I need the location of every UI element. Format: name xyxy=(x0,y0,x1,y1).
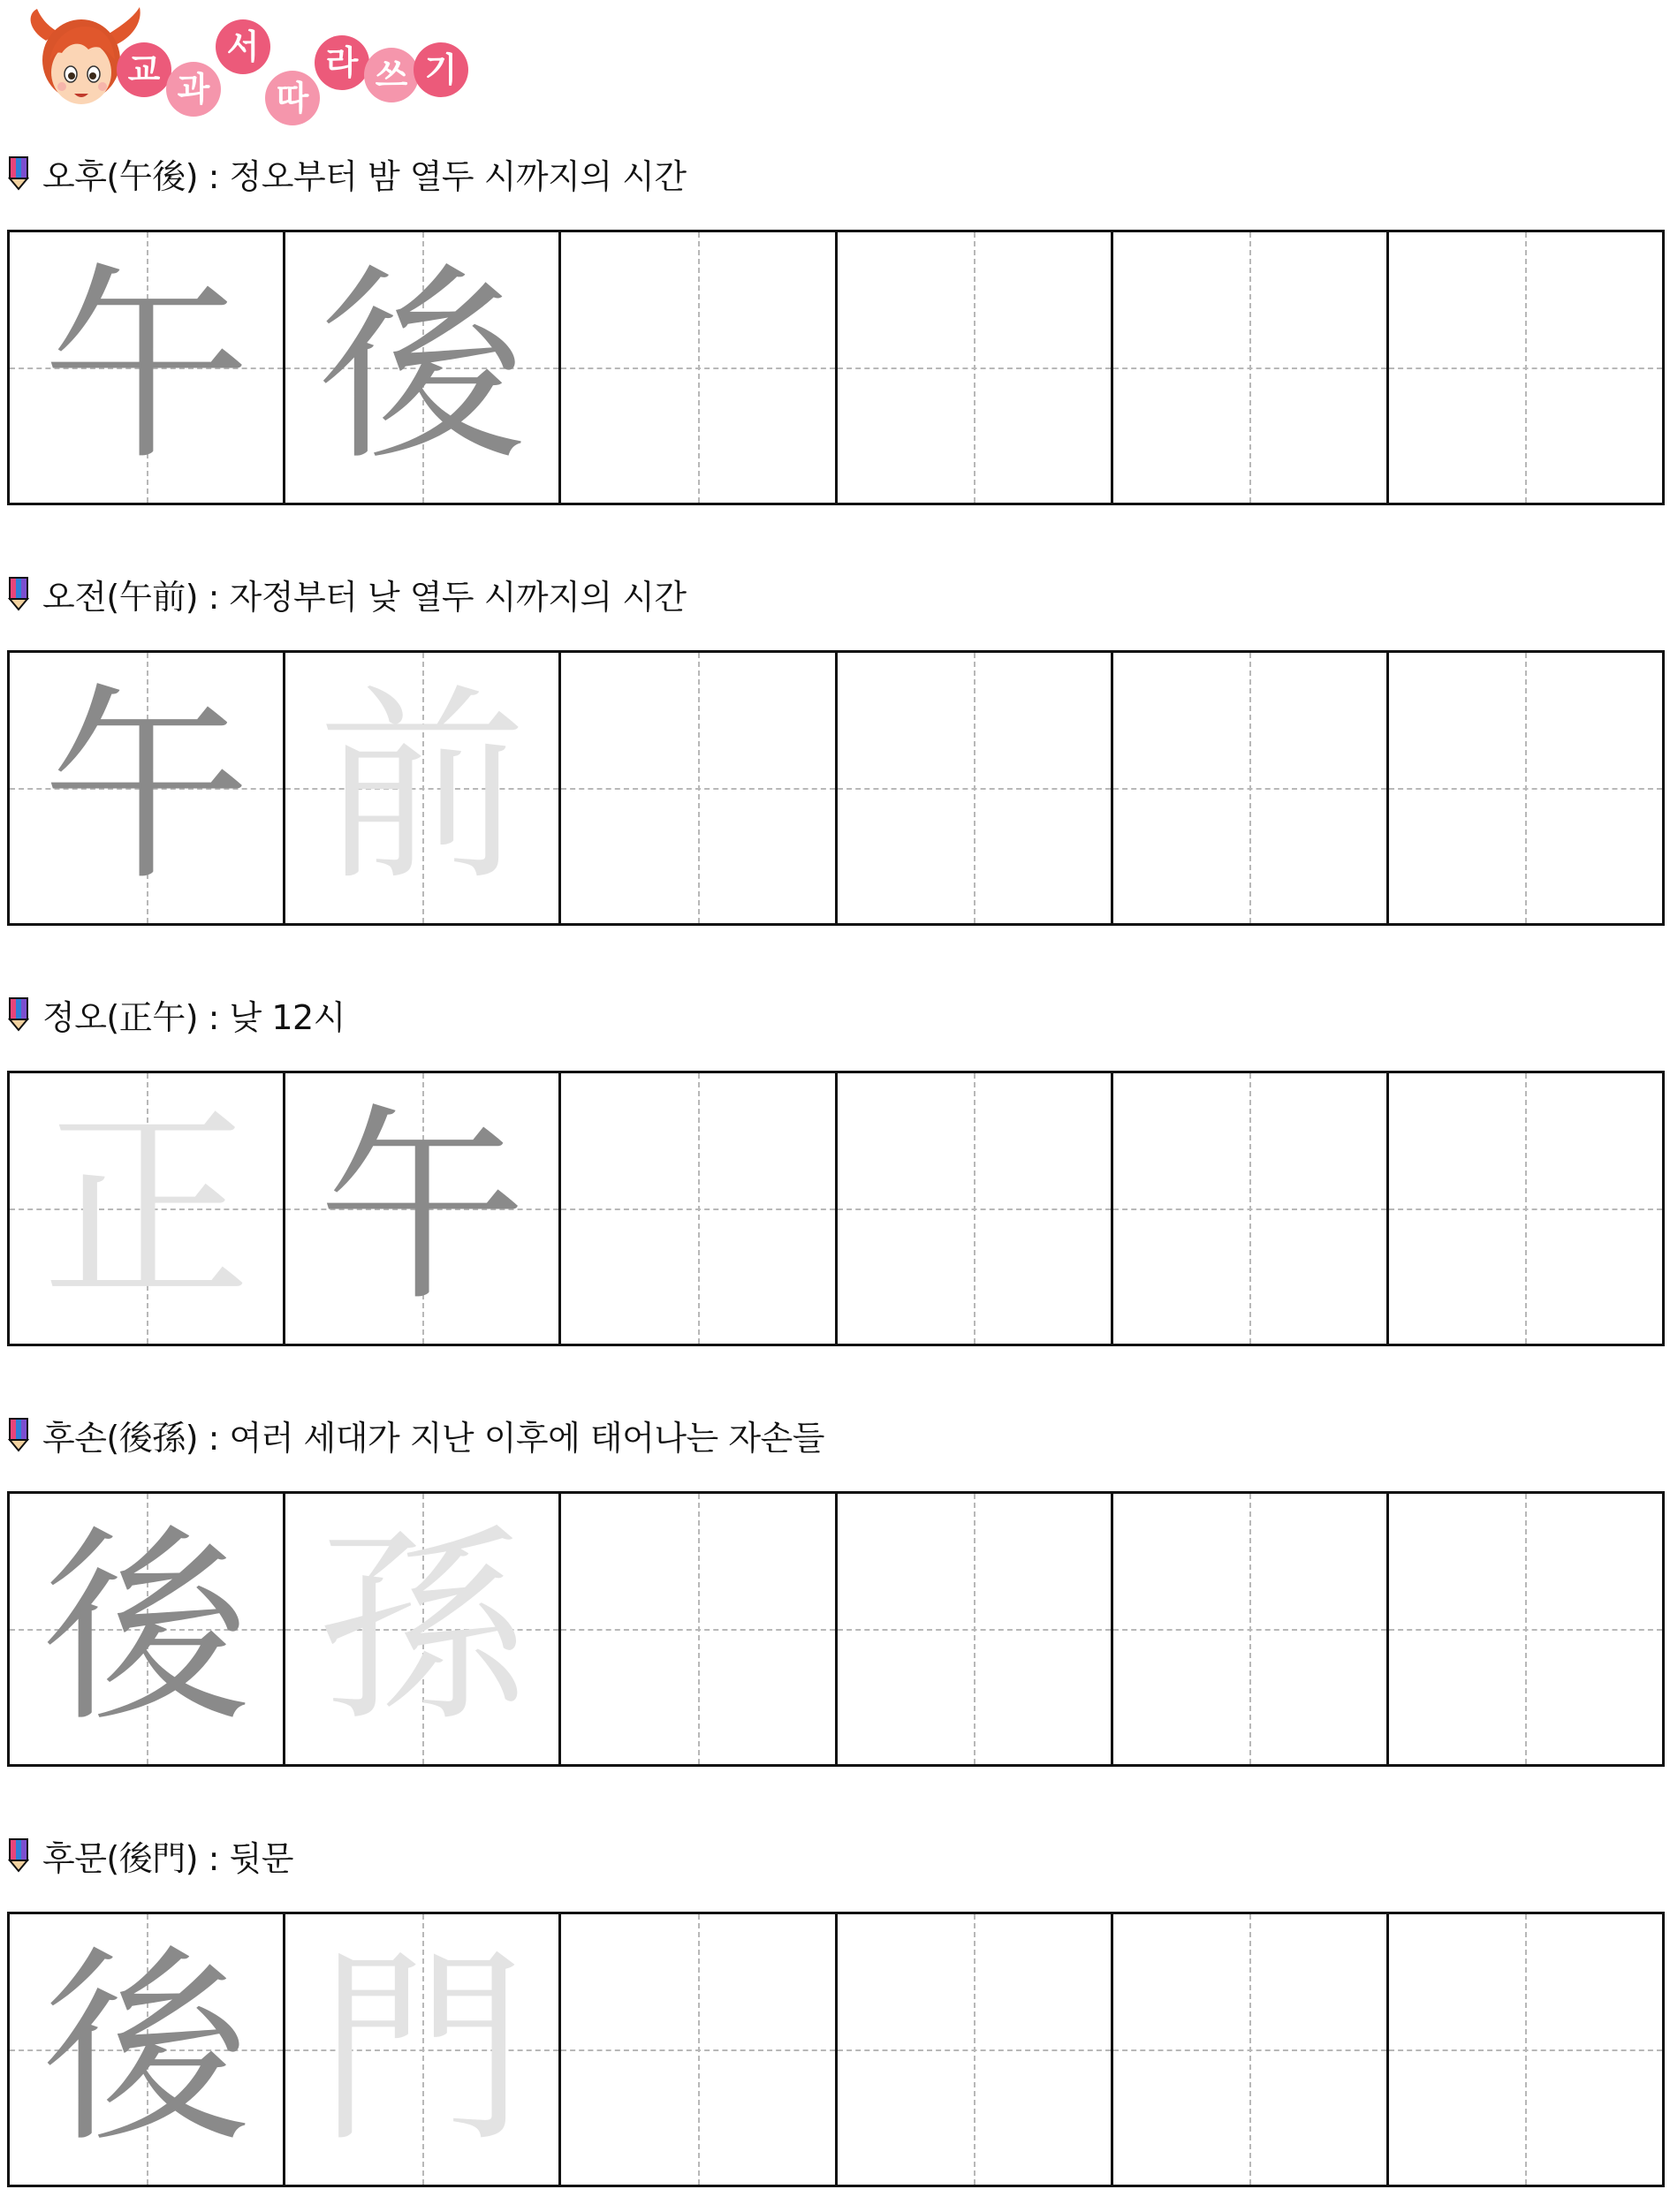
hanja-trace-character: 門 xyxy=(317,1928,527,2170)
horizontal-guide-line xyxy=(561,788,834,790)
writing-grid xyxy=(7,1491,1665,1767)
horizontal-guide-line xyxy=(1389,2049,1662,2051)
word-definition: 오전(午前) : 자정부터 낮 열두 시까지의 시간 xyxy=(42,577,687,617)
blank-writing-cell[interactable] xyxy=(561,1494,837,1764)
blank-writing-cell[interactable] xyxy=(1113,653,1389,923)
horizontal-guide-line xyxy=(1113,1208,1386,1210)
blank-writing-cell[interactable] xyxy=(1113,232,1389,503)
word-definition: 후문(後門) : 뒷문 xyxy=(42,1838,293,1878)
horizontal-guide-line xyxy=(1113,367,1386,369)
logo xyxy=(27,5,486,120)
horizontal-guide-line xyxy=(1113,1629,1386,1631)
blank-writing-cell[interactable] xyxy=(838,653,1113,923)
logo-letter: 과 xyxy=(166,62,221,117)
horizontal-guide-line xyxy=(1389,1208,1662,1210)
practice-section xyxy=(0,1412,1670,1774)
pencil-icon xyxy=(7,996,30,1032)
blank-writing-cell[interactable] xyxy=(838,232,1113,503)
word-definition: 오후(午後) : 정오부터 밤 열두 시까지의 시간 xyxy=(42,156,687,196)
blank-writing-cell[interactable] xyxy=(561,1914,837,2185)
logo-letter: 교 xyxy=(117,42,171,97)
blank-writing-cell[interactable] xyxy=(1113,1914,1389,2185)
blank-writing-cell[interactable] xyxy=(1389,653,1662,923)
blank-writing-cell[interactable] xyxy=(1389,1914,1662,2185)
blank-writing-cell[interactable] xyxy=(1389,1494,1662,1764)
practice-section xyxy=(0,150,1670,512)
logo-letter: 서 xyxy=(216,19,270,74)
section-heading xyxy=(7,571,687,617)
horizontal-guide-line xyxy=(561,1629,834,1631)
section-heading xyxy=(7,991,345,1037)
horizontal-guide-line xyxy=(1389,1629,1662,1631)
trace-cell xyxy=(10,232,285,503)
logo-letter: 쓰 xyxy=(364,48,419,102)
horizontal-guide-line xyxy=(1389,367,1662,369)
writing-grid xyxy=(7,650,1665,926)
blank-writing-cell[interactable] xyxy=(561,232,837,503)
practice-section xyxy=(0,571,1670,933)
horizontal-guide-line xyxy=(1389,788,1662,790)
word-definition: 정오(正午) : 낮 12시 xyxy=(42,997,345,1037)
trace-cell xyxy=(285,1494,561,1764)
pencil-icon xyxy=(7,155,30,191)
practice-section xyxy=(0,1832,1670,2194)
section-heading xyxy=(7,1412,824,1458)
horizontal-guide-line xyxy=(561,367,834,369)
blank-writing-cell[interactable] xyxy=(1389,232,1662,503)
trace-cell xyxy=(285,232,561,503)
horizontal-guide-line xyxy=(1113,2049,1386,2051)
section-heading xyxy=(7,150,687,196)
hanja-trace-character: 午 xyxy=(317,1087,527,1329)
writing-grid xyxy=(7,230,1665,505)
blank-writing-cell[interactable] xyxy=(561,653,837,923)
logo-letter: 기 xyxy=(414,42,468,97)
horizontal-guide-line xyxy=(838,2049,1111,2051)
hanja-trace-character: 後 xyxy=(317,246,527,489)
writing-grid xyxy=(7,1912,1665,2187)
blank-writing-cell[interactable] xyxy=(1389,1073,1662,1344)
hanja-trace-character: 午 xyxy=(42,246,251,489)
blank-writing-cell[interactable] xyxy=(838,1073,1113,1344)
trace-cell xyxy=(285,1914,561,2185)
horizontal-guide-line xyxy=(561,1208,834,1210)
writing-grid xyxy=(7,1071,1665,1346)
horizontal-guide-line xyxy=(1113,788,1386,790)
word-definition: 후손(後孫) : 여러 세대가 지난 이후에 태어나는 자손들 xyxy=(42,1418,824,1458)
trace-cell xyxy=(10,653,285,923)
hanja-trace-character: 前 xyxy=(317,666,527,909)
trace-cell xyxy=(285,653,561,923)
hanja-trace-character: 後 xyxy=(42,1928,251,2170)
horizontal-guide-line xyxy=(838,788,1111,790)
trace-cell xyxy=(285,1073,561,1344)
trace-cell xyxy=(10,1073,285,1344)
horizontal-guide-line xyxy=(838,1208,1111,1210)
hanja-trace-character: 午 xyxy=(42,666,251,909)
blank-writing-cell[interactable] xyxy=(1113,1073,1389,1344)
horizontal-guide-line xyxy=(838,367,1111,369)
pencil-icon xyxy=(7,576,30,611)
practice-section xyxy=(0,991,1670,1353)
hanja-trace-character: 後 xyxy=(42,1507,251,1750)
blank-writing-cell[interactable] xyxy=(838,1914,1113,2185)
blank-writing-cell[interactable] xyxy=(838,1494,1113,1764)
blank-writing-cell[interactable] xyxy=(561,1073,837,1344)
hanja-trace-character: 正 xyxy=(42,1087,251,1329)
pencil-icon xyxy=(7,1417,30,1452)
logo-letter: 라 xyxy=(315,35,369,90)
logo-letter: 따 xyxy=(265,71,320,125)
trace-cell xyxy=(10,1494,285,1764)
section-heading xyxy=(7,1832,293,1878)
horizontal-guide-line xyxy=(838,1629,1111,1631)
horizontal-guide-line xyxy=(561,2049,834,2051)
trace-cell xyxy=(10,1914,285,2185)
blank-writing-cell[interactable] xyxy=(1113,1494,1389,1764)
pencil-icon xyxy=(7,1837,30,1873)
hanja-trace-character: 孫 xyxy=(317,1507,527,1750)
